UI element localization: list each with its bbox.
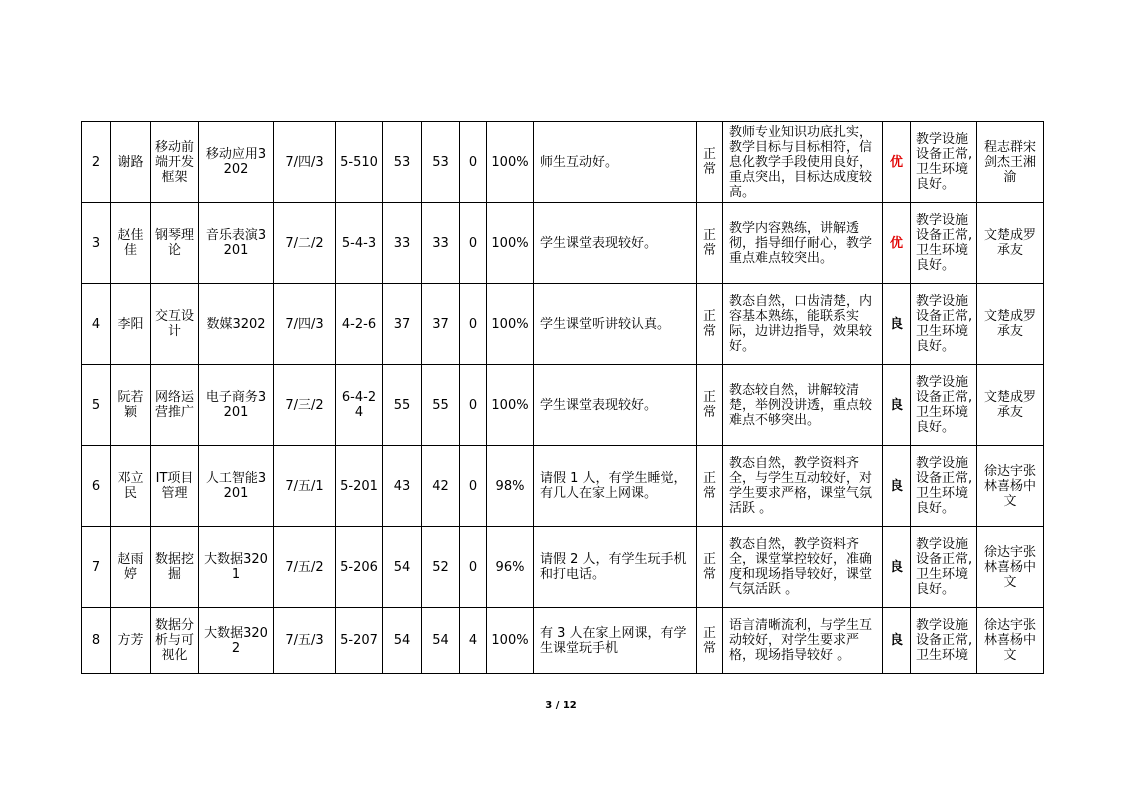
classroom-cell: 4-2-6 bbox=[336, 284, 383, 365]
attendance-rate-cell: 98% bbox=[487, 446, 534, 527]
environment-cell: 教学设施设备正常,卫生环境良好。 bbox=[911, 284, 977, 365]
classroom-cell: 6-4-24 bbox=[336, 365, 383, 446]
teacher-name-cell: 邓立民 bbox=[111, 446, 151, 527]
actual-count-cell: 55 bbox=[422, 365, 460, 446]
row-number-cell: 8 bbox=[82, 608, 111, 674]
class-remark-cell: 有 3 人在家上网课，有学生课堂玩手机 bbox=[534, 608, 697, 674]
class-name-cell: 大数据3202 bbox=[199, 608, 274, 674]
absent-count-cell: 0 bbox=[460, 527, 487, 608]
inspectors-cell: 徐达宇张林喜杨中文 bbox=[977, 608, 1044, 674]
inspectors-cell: 文楚成罗承友 bbox=[977, 284, 1044, 365]
table-row bbox=[82, 608, 1044, 674]
attendance-rate-cell: 100% bbox=[487, 284, 534, 365]
absent-count-cell: 0 bbox=[460, 122, 487, 203]
grade-cell: 良 bbox=[883, 284, 911, 365]
course-name-cell: 移动前端开发框架 bbox=[151, 122, 199, 203]
class-remark-cell: 学生课堂听讲较认真。 bbox=[534, 284, 697, 365]
class-name-cell: 移动应用3202 bbox=[199, 122, 274, 203]
class-time-cell: 7/五/1 bbox=[274, 446, 336, 527]
row-number-cell: 3 bbox=[82, 203, 111, 284]
environment-cell: 教学设施设备正常,卫生环境 bbox=[911, 608, 977, 674]
teacher-name-cell: 赵雨婷 bbox=[111, 527, 151, 608]
row-number-cell: 5 bbox=[82, 365, 111, 446]
environment-cell: 教学设施设备正常,卫生环境良好。 bbox=[911, 203, 977, 284]
course-name-cell: 网络运营推广 bbox=[151, 365, 199, 446]
class-remark-cell: 请假 2 人，有学生玩手机和打电话。 bbox=[534, 527, 697, 608]
class-time-cell: 7/五/2 bbox=[274, 527, 336, 608]
grade-cell: 优 bbox=[883, 122, 911, 203]
class-time-cell: 7/二/2 bbox=[274, 203, 336, 284]
expected-count-cell: 33 bbox=[383, 203, 422, 284]
expected-count-cell: 55 bbox=[383, 365, 422, 446]
teaching-status-cell: 正常 bbox=[697, 203, 723, 284]
inspectors-cell: 程志群宋剑杰王湘渝 bbox=[977, 122, 1044, 203]
environment-cell: 教学设施设备正常,卫生环境良好。 bbox=[911, 446, 977, 527]
page-indicator: 3 / 12 bbox=[545, 700, 577, 711]
class-name-cell: 音乐表演3201 bbox=[199, 203, 274, 284]
absent-count-cell: 0 bbox=[460, 365, 487, 446]
table-row bbox=[82, 203, 1044, 284]
actual-count-cell: 37 bbox=[422, 284, 460, 365]
environment-cell: 教学设施设备正常,卫生环境良好。 bbox=[911, 122, 977, 203]
row-number-cell: 2 bbox=[82, 122, 111, 203]
course-name-cell: 数据挖掘 bbox=[151, 527, 199, 608]
inspectors-cell: 徐达宇张林喜杨中文 bbox=[977, 527, 1044, 608]
attendance-rate-cell: 100% bbox=[487, 608, 534, 674]
attendance-rate-cell: 100% bbox=[487, 122, 534, 203]
class-remark-cell: 请假 1 人，有学生睡觉，有几人在家上网课。 bbox=[534, 446, 697, 527]
expected-count-cell: 54 bbox=[383, 527, 422, 608]
class-remark-cell: 师生互动好。 bbox=[534, 122, 697, 203]
row-number-cell: 6 bbox=[82, 446, 111, 527]
class-name-cell: 大数据3201 bbox=[199, 527, 274, 608]
absent-count-cell: 0 bbox=[460, 203, 487, 284]
class-time-cell: 7/四/3 bbox=[274, 284, 336, 365]
course-name-cell: IT项目管理 bbox=[151, 446, 199, 527]
absent-count-cell: 0 bbox=[460, 284, 487, 365]
class-name-cell: 电子商务3201 bbox=[199, 365, 274, 446]
class-time-cell: 7/五/3 bbox=[274, 608, 336, 674]
inspectors-cell: 徐达宇张林喜杨中文 bbox=[977, 446, 1044, 527]
teaching-evaluation-cell: 教态自然，教学资料齐全，与学生互动较好，对学生要求严格，课堂气氛活跃 。 bbox=[723, 446, 883, 527]
attendance-rate-cell: 100% bbox=[487, 365, 534, 446]
expected-count-cell: 53 bbox=[383, 122, 422, 203]
attendance-rate-cell: 96% bbox=[487, 527, 534, 608]
class-remark-cell: 学生课堂表现较好。 bbox=[534, 203, 697, 284]
teaching-evaluation-cell: 语言清晰流利，与学生互动较好，对学生要求严格，现场指导较好 。 bbox=[723, 608, 883, 674]
row-number-cell: 4 bbox=[82, 284, 111, 365]
expected-count-cell: 54 bbox=[383, 608, 422, 674]
actual-count-cell: 42 bbox=[422, 446, 460, 527]
actual-count-cell: 33 bbox=[422, 203, 460, 284]
grade-cell: 优 bbox=[883, 203, 911, 284]
teaching-status-cell: 正常 bbox=[697, 365, 723, 446]
expected-count-cell: 43 bbox=[383, 446, 422, 527]
grade-cell: 良 bbox=[883, 527, 911, 608]
absent-count-cell: 4 bbox=[460, 608, 487, 674]
classroom-cell: 5-510 bbox=[336, 122, 383, 203]
actual-count-cell: 54 bbox=[422, 608, 460, 674]
teacher-name-cell: 李阳 bbox=[111, 284, 151, 365]
table-row bbox=[82, 365, 1044, 446]
teaching-status-cell: 正常 bbox=[697, 284, 723, 365]
classroom-cell: 5-206 bbox=[336, 527, 383, 608]
inspection-table bbox=[81, 121, 1044, 674]
course-name-cell: 钢琴理论 bbox=[151, 203, 199, 284]
environment-cell: 教学设施设备正常,卫生环境良好。 bbox=[911, 365, 977, 446]
classroom-cell: 5-4-3 bbox=[336, 203, 383, 284]
teaching-status-cell: 正常 bbox=[697, 608, 723, 674]
absent-count-cell: 0 bbox=[460, 446, 487, 527]
inspectors-cell: 文楚成罗承友 bbox=[977, 365, 1044, 446]
table-row bbox=[82, 122, 1044, 203]
course-name-cell: 交互设计 bbox=[151, 284, 199, 365]
teacher-name-cell: 阮若颖 bbox=[111, 365, 151, 446]
grade-cell: 良 bbox=[883, 446, 911, 527]
class-name-cell: 人工智能3201 bbox=[199, 446, 274, 527]
teaching-status-cell: 正常 bbox=[697, 527, 723, 608]
class-remark-cell: 学生课堂表现较好。 bbox=[534, 365, 697, 446]
actual-count-cell: 52 bbox=[422, 527, 460, 608]
class-time-cell: 7/四/3 bbox=[274, 122, 336, 203]
row-number-cell: 7 bbox=[82, 527, 111, 608]
teaching-status-cell: 正常 bbox=[697, 122, 723, 203]
classroom-cell: 5-201 bbox=[336, 446, 383, 527]
teaching-evaluation-cell: 教态较自然，讲解较清楚，举例没讲透，重点较难点不够突出。 bbox=[723, 365, 883, 446]
teacher-name-cell: 赵佳佳 bbox=[111, 203, 151, 284]
teaching-evaluation-cell: 教学内容熟练，讲解透彻，指导细仔耐心，教学重点难点较突出。 bbox=[723, 203, 883, 284]
teacher-name-cell: 方芳 bbox=[111, 608, 151, 674]
actual-count-cell: 53 bbox=[422, 122, 460, 203]
course-name-cell: 数据分析与可视化 bbox=[151, 608, 199, 674]
classroom-cell: 5-207 bbox=[336, 608, 383, 674]
inspectors-cell: 文楚成罗承友 bbox=[977, 203, 1044, 284]
teaching-evaluation-cell: 教态自然，口齿清楚，内容基本熟练，能联系实际，边讲边指导，效果较好。 bbox=[723, 284, 883, 365]
grade-cell: 良 bbox=[883, 608, 911, 674]
teaching-evaluation-cell: 教态自然，教学资料齐全，课堂掌控较好，准确度和现场指导较好，课堂气氛活跃 。 bbox=[723, 527, 883, 608]
teaching-status-cell: 正常 bbox=[697, 446, 723, 527]
table-row bbox=[82, 527, 1044, 608]
table-row bbox=[82, 446, 1044, 527]
teaching-evaluation-cell: 教师专业知识功底扎实，教学目标与目标相符，信息化教学手段使用良好，重点突出，目标达成度较高。 bbox=[723, 122, 883, 203]
attendance-rate-cell: 100% bbox=[487, 203, 534, 284]
class-time-cell: 7/三/2 bbox=[274, 365, 336, 446]
environment-cell: 教学设施设备正常,卫生环境良好。 bbox=[911, 527, 977, 608]
expected-count-cell: 37 bbox=[383, 284, 422, 365]
table-row bbox=[82, 284, 1044, 365]
teacher-name-cell: 谢路 bbox=[111, 122, 151, 203]
class-name-cell: 数媒3202 bbox=[199, 284, 274, 365]
grade-cell: 良 bbox=[883, 365, 911, 446]
